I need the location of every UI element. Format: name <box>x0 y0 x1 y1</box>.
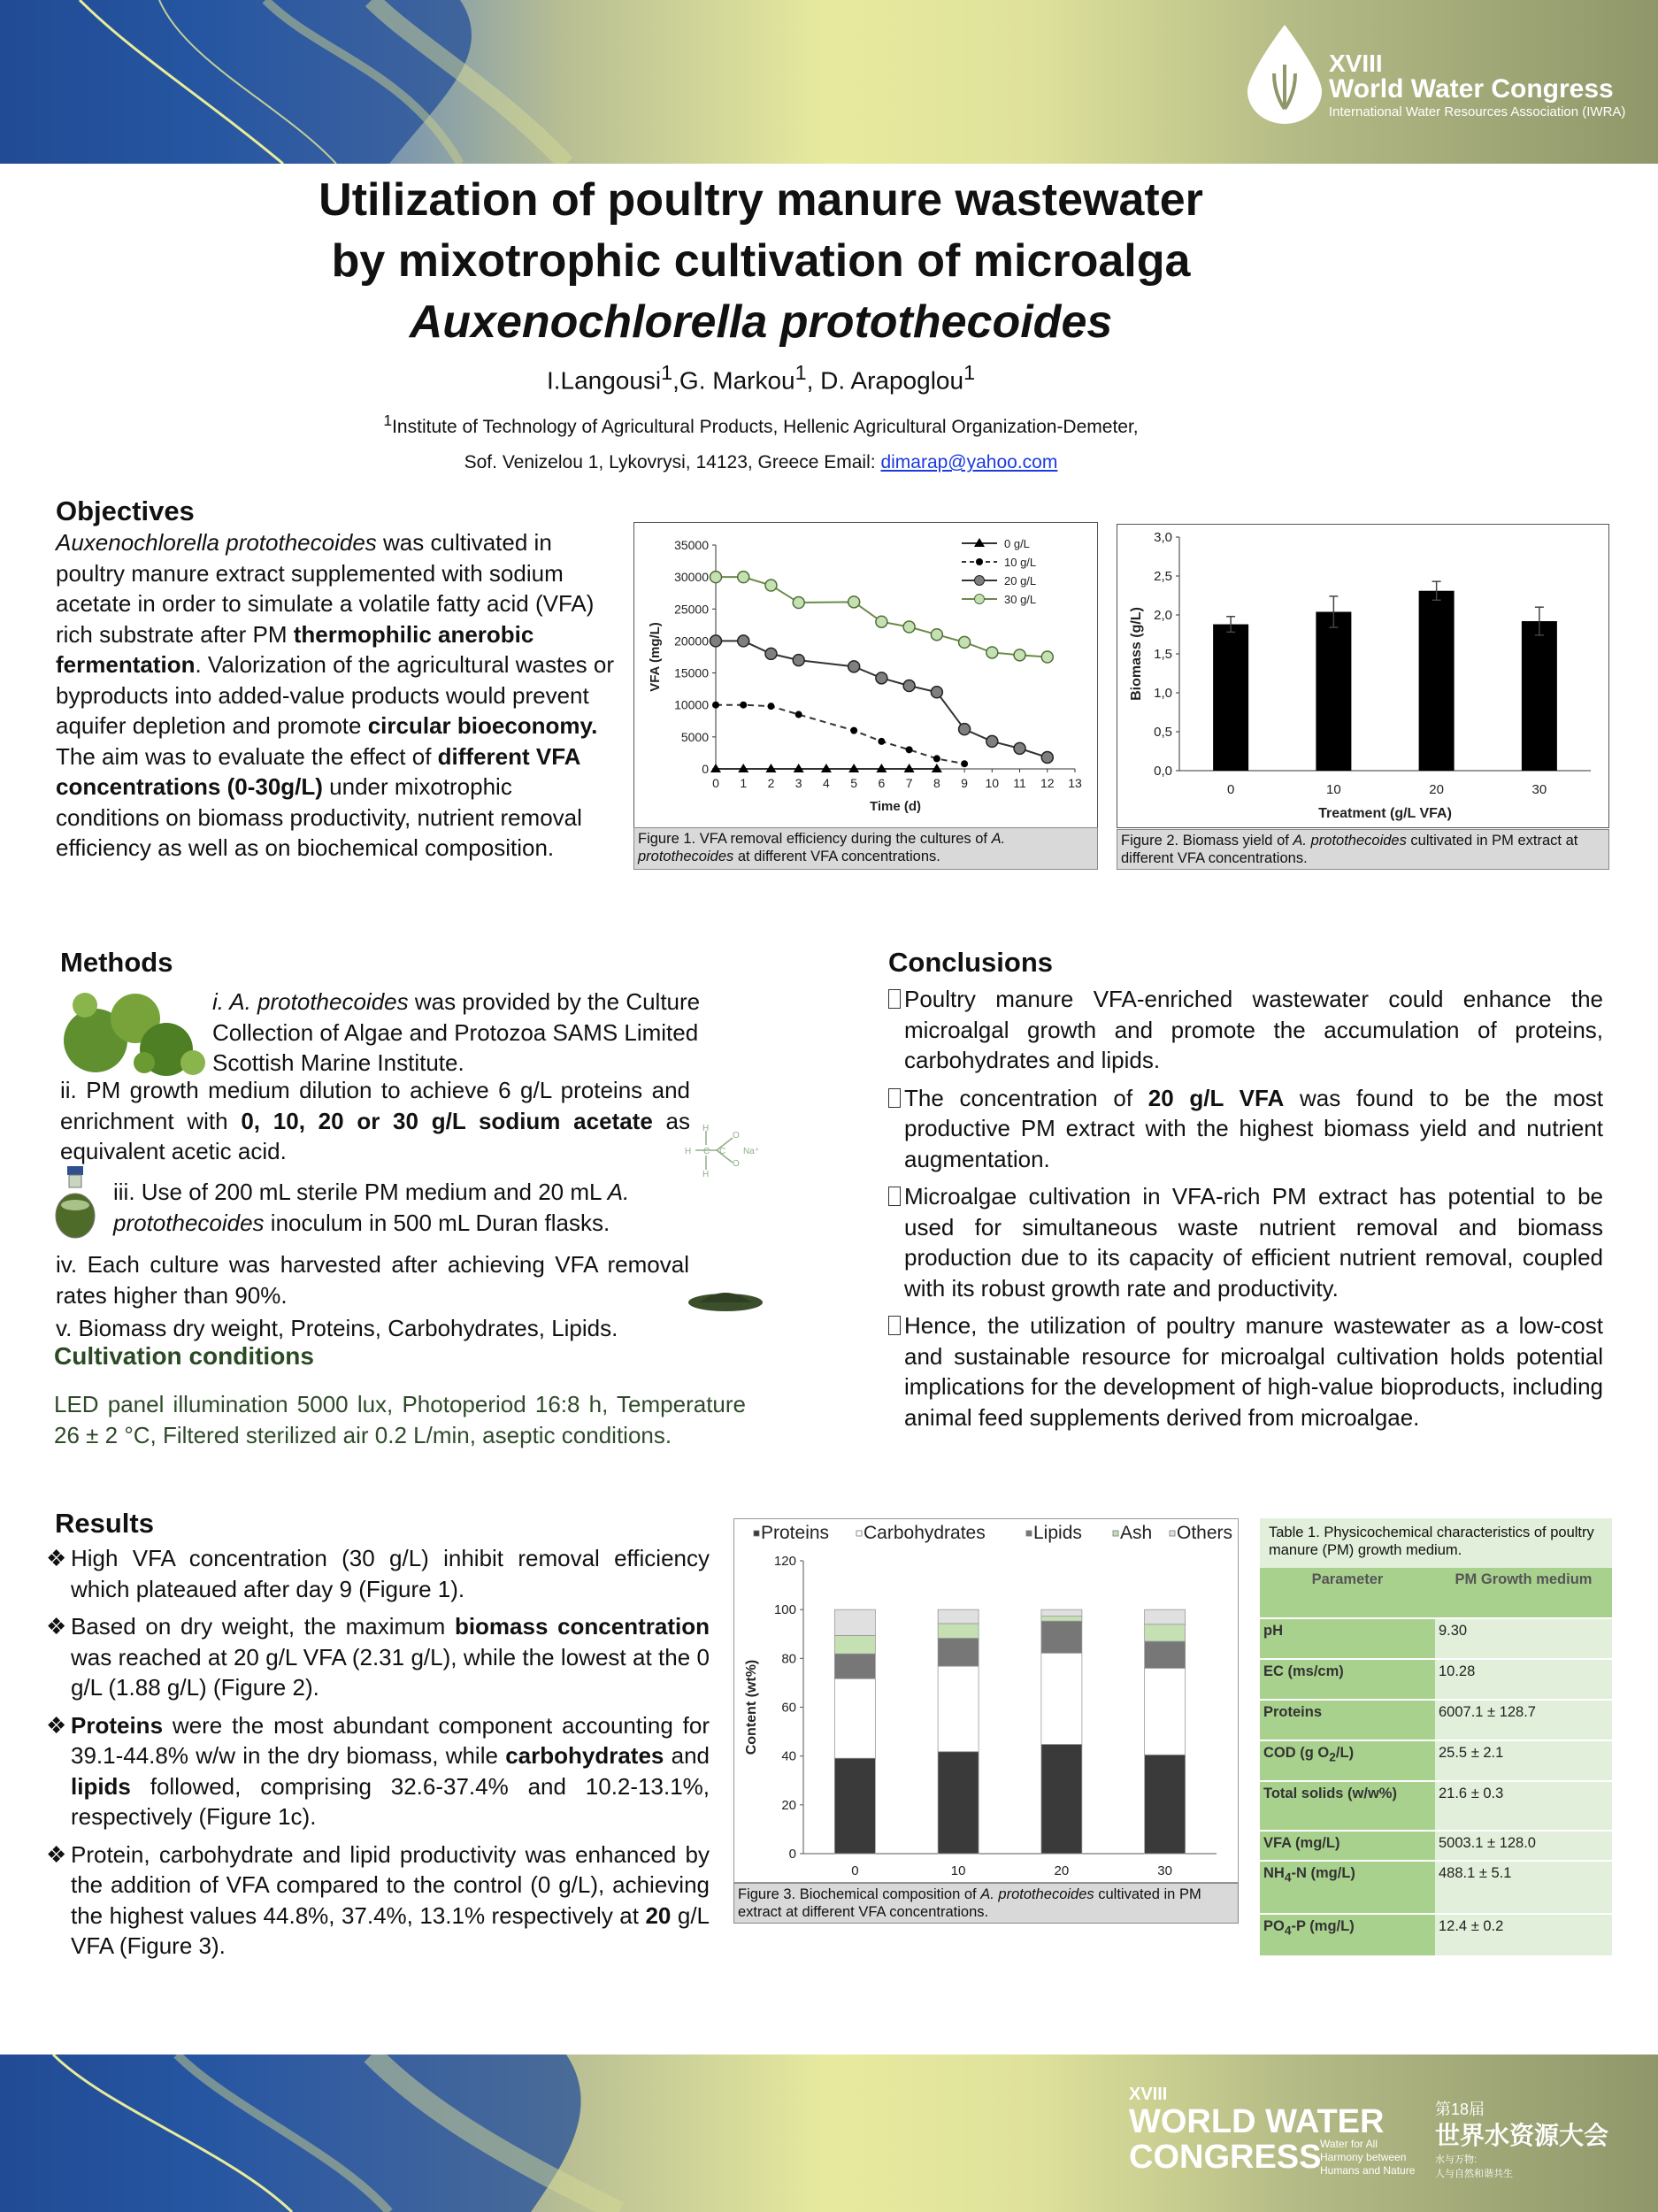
data-point-circle <box>793 655 804 666</box>
stacked-segment-proteins <box>938 1752 979 1854</box>
data-point-dot <box>795 711 802 718</box>
legend-label-2: 20 g/L <box>1004 574 1037 588</box>
results-heading: Results <box>55 1508 154 1539</box>
stacked-segment-proteins <box>834 1758 875 1854</box>
table-cell-param <box>1260 1861 1435 1914</box>
result-4-b: 20 <box>645 1901 672 1929</box>
affiliation <box>177 403 1345 480</box>
data-point-circle <box>931 687 942 698</box>
data-point-dot <box>740 702 747 709</box>
footer-wave-graphic <box>0 2055 1658 2212</box>
congress-name: World Water Congress <box>1329 74 1614 104</box>
y-tick-label: 80 <box>781 1651 796 1667</box>
cod-label-sub: 2 <box>1329 1750 1336 1764</box>
legend-label-4: Others <box>1177 1523 1233 1543</box>
methods-iii-i: A. protothecoides <box>113 1179 630 1236</box>
table-cell-param: pH <box>1260 1618 1435 1659</box>
conclusions-heading: Conclusions <box>888 947 1054 978</box>
x-axis-label: Time (d) <box>869 799 922 814</box>
x-tick-label: 4 <box>823 776 830 790</box>
fig2-cap-a: Figure 2. Biomass yield of <box>1121 833 1293 849</box>
result-3-c: carbohydrates <box>505 1742 664 1769</box>
result-3-b: were the most abundant component accounting for 39.1-44.8% w/w in the dry biomass, while <box>71 1711 710 1769</box>
stacked-segment-proteins <box>1145 1755 1186 1854</box>
legend-swatch-0 <box>754 1531 759 1536</box>
x-axis-label: Treatment (g/L VFA) <box>1318 806 1452 821</box>
title-line-3: Auxenochlorella protothecoides <box>409 296 1113 348</box>
congress-logo-icon <box>1247 25 1322 124</box>
methods-v-text: v. Biomass dry weight, Proteins, Carbohydrates, Lipids. <box>56 1315 618 1341</box>
x-tick-label: 1 <box>740 776 748 790</box>
methods-heading: Methods <box>60 947 173 978</box>
table-row <box>1260 1861 1612 1914</box>
table-cell-value: 5003.1 ± 128.0 <box>1435 1831 1612 1861</box>
table-cell-value: 25.5 ± 2.1 <box>1435 1740 1612 1781</box>
table-cell-param: VFA (mg/L) <box>1260 1831 1435 1861</box>
svg-text:H: H <box>685 1147 692 1156</box>
x-tick-label: 10 <box>1326 782 1341 797</box>
stacked-segment-lipids <box>1041 1621 1082 1653</box>
result-2-b: biomass concentration <box>454 1613 710 1640</box>
legend-label-3: 30 g/L <box>1004 593 1037 606</box>
stacked-segment-ash <box>1041 1617 1082 1622</box>
table-cell-param: Total solids (w/w%) <box>1260 1781 1435 1831</box>
data-point-circle <box>876 672 887 684</box>
diamond-bullet-icon: ❖ <box>46 1545 67 1571</box>
x-tick-label: 6 <box>878 776 886 790</box>
email-link[interactable]: dimarap@yahoo.com <box>880 452 1058 472</box>
footer-band <box>0 2055 1658 2212</box>
y-tick-label: 0 <box>702 762 709 776</box>
legend-marker-2 <box>975 576 985 586</box>
methods-i-prefix: i. <box>212 988 230 1015</box>
data-point-dot <box>850 727 857 734</box>
figure-2-caption <box>1117 829 1609 870</box>
svg-text:C: C <box>719 1147 726 1156</box>
y-axis-label: Biomass (g/L) <box>1129 607 1144 701</box>
legend-swatch-4 <box>1170 1531 1175 1536</box>
table-row <box>1260 1700 1612 1740</box>
methods-ii-c: as equivalent acetic acid. <box>60 1107 690 1164</box>
result-3-a: Proteins <box>71 1711 164 1739</box>
conclusion-item <box>888 1083 1603 1175</box>
author-2-sup: 1 <box>794 361 807 384</box>
svg-text:H: H <box>702 1124 710 1133</box>
objectives-b2: circular bioeconomy. <box>367 712 598 739</box>
x-tick-label: 7 <box>905 776 913 790</box>
y-tick-label: 1,5 <box>1154 647 1172 662</box>
result-item <box>46 1543 710 1604</box>
methods-item-ii <box>60 1075 690 1167</box>
x-tick-label: 30 <box>1531 782 1547 797</box>
y-tick-label: 20 <box>781 1797 796 1813</box>
y-tick-label: 0 <box>788 1847 796 1862</box>
footer-tagline <box>1320 2138 1415 2177</box>
figure-1 <box>633 522 1098 828</box>
methods-item-iii <box>113 1177 697 1238</box>
stacked-segment-lipids <box>834 1654 875 1678</box>
sodium-acetate-molecule <box>681 1124 770 1177</box>
footer-tag-3: Humans and Nature <box>1320 2164 1416 2177</box>
stacked-segment-others <box>1145 1609 1186 1624</box>
legend-swatch-2 <box>1026 1531 1032 1536</box>
flask-image <box>55 1166 96 1239</box>
fig3-cap-i: A. protothecoides <box>980 1886 1094 1902</box>
author-3-sup: 1 <box>963 361 976 384</box>
footer-name-1: WORLD WATER <box>1129 2103 1385 2140</box>
footer-number: XVIII <box>1129 2085 1168 2104</box>
stacked-segment-proteins <box>1041 1744 1082 1854</box>
conclusion-2-b: 20 g/L VFA <box>1148 1084 1285 1111</box>
legend-label-0: Proteins <box>761 1523 830 1543</box>
table-cell-value: 21.6 ± 0.3 <box>1435 1781 1612 1831</box>
diamond-bullet-icon: ❖ <box>46 1613 67 1640</box>
algae-image <box>60 987 206 1076</box>
figure-3-caption <box>733 1883 1239 1924</box>
y-tick-label: 2,0 <box>1154 608 1172 623</box>
svg-text:C: C <box>703 1147 710 1156</box>
table-1-caption: Table 1. Physicochemical characteristics of poultry manure (PM) growth medium. <box>1260 1518 1612 1568</box>
objectives-t2: . Valorization of the agricultural wastes or byproducts into added-value products would prevent aquifer depletion and promote <box>56 651 614 739</box>
nh4-label-sub: 4 <box>1284 1870 1292 1885</box>
data-point-dot <box>933 755 940 762</box>
composition-stacked-bar-chart <box>734 1519 1238 1882</box>
table-cell-param <box>1260 1740 1435 1781</box>
objectives-t3: The aim was to evaluate the effect of <box>56 742 438 770</box>
x-tick-label: 20 <box>1429 782 1444 797</box>
x-tick-label: 13 <box>1068 776 1082 790</box>
legend-marker-3 <box>975 595 985 604</box>
y-tick-label: 40 <box>781 1748 796 1764</box>
series-line-1 <box>716 705 964 764</box>
results-section <box>46 1508 710 1969</box>
x-tick-label: 11 <box>1013 776 1026 790</box>
table-col-parameter: Parameter <box>1260 1568 1435 1618</box>
objectives-species: Auxenochlorella protothecoides <box>56 529 377 556</box>
result-3-e: lipids <box>71 1772 131 1800</box>
data-point-circle <box>710 635 722 647</box>
methods-ii-b: 0, 10, 20 or 30 g/L sodium acetate <box>241 1107 653 1134</box>
y-tick-label: 5000 <box>680 729 709 744</box>
methods-item-i <box>212 987 754 1079</box>
y-tick-label: 25000 <box>674 602 709 617</box>
data-point-circle <box>986 735 998 747</box>
x-tick-label: 30 <box>1157 1863 1172 1878</box>
table-cell-value: 12.4 ± 0.2 <box>1435 1914 1612 1956</box>
data-point-green-circle <box>959 636 971 648</box>
cod-label-b: /L) <box>1335 1745 1355 1761</box>
result-1-text: High VFA concentration (30 g/L) inhibit removal efficiency which plateaued after day 9 (Figure 1). <box>71 1545 710 1602</box>
cultivation-heading: Cultivation conditions <box>54 1342 314 1370</box>
stacked-segment-carbohydrates <box>938 1666 979 1752</box>
stacked-segment-ash <box>938 1624 979 1639</box>
data-point-dot <box>961 760 968 767</box>
fig1-cap-b: at different VFA concentrations. <box>733 849 940 864</box>
legend-label-3: Ash <box>1120 1523 1153 1543</box>
data-point-circle <box>765 648 777 659</box>
legend-swatch-3 <box>1113 1531 1118 1536</box>
objectives-b1: thermophilic anerobic fermentation <box>56 620 534 678</box>
conclusions-list <box>888 984 1603 1432</box>
table-cell-param: Proteins <box>1260 1700 1435 1740</box>
x-tick-label: 10 <box>950 1863 966 1878</box>
table-header-row <box>1260 1568 1612 1618</box>
diamond-bullet-icon: ❖ <box>46 1711 67 1739</box>
data-point-green-circle <box>710 572 722 583</box>
square-bullet-icon <box>888 989 901 1009</box>
table-cell-value: 10.28 <box>1435 1659 1612 1700</box>
legend-label-0: 0 g/L <box>1004 537 1030 550</box>
data-point-green-circle <box>931 629 942 641</box>
author-list: I.Langousi$^1$,G. Markou$^1$, D. Arapoglou$^1$ <box>546 361 976 395</box>
stacked-segment-ash <box>1145 1624 1186 1641</box>
legend-label-1: Carbohydrates <box>864 1523 986 1543</box>
stacked-segment-others <box>834 1609 875 1635</box>
molecule-na-label: Na⁺ <box>743 1147 760 1156</box>
affil-line-2: Sof. Venizelou 1, Lykovrysi, 14123, Greece Email: <box>464 452 881 472</box>
table-row <box>1260 1740 1612 1781</box>
fig3-cap-b: cultivated in PM extract at different VFA concentrations. <box>738 1886 1201 1920</box>
y-tick-label: 30000 <box>674 570 709 585</box>
conclusion-2-a: The concentration of <box>904 1084 1148 1111</box>
x-tick-label: 0 <box>1226 782 1235 797</box>
association-name: International Water Resources Association (IWRA) <box>1329 104 1626 119</box>
data-point-green-circle <box>876 616 887 627</box>
legend-swatch-1 <box>856 1531 862 1536</box>
x-tick-label: 2 <box>767 776 775 790</box>
result-item <box>46 1710 710 1832</box>
methods-iv-text: iv. Each culture was harvested after achieving VFA removal rates higher than 90%. <box>56 1251 689 1309</box>
svg-text:H: H <box>702 1170 710 1177</box>
fig2-cap-b: cultivated in PM extract at different VFA concentrations. <box>1121 833 1578 866</box>
po4-label-a: PO <box>1263 1918 1285 1934</box>
author-3: D. Arapoglou <box>820 366 964 395</box>
methods-i-species: A. protothecoides <box>229 988 409 1015</box>
y-tick-label: 10000 <box>674 697 709 712</box>
bar <box>1213 625 1248 771</box>
table-cell-param: EC (ms/cm) <box>1260 1659 1435 1700</box>
congress-number: XVIII <box>1329 50 1383 77</box>
conclusion-3-text: Microalgae cultivation in VFA-rich PM extract has potential to be used for simultaneous waste nutrient removal and biomass production due to its capacity of efficient nutrient removal, coupled with its robust growth rate and productivity. <box>904 1183 1603 1302</box>
svg-text:O: O <box>733 1131 740 1141</box>
y-axis-label: Content (wt%) <box>744 1659 759 1755</box>
objectives-section <box>56 495 622 864</box>
bar <box>1419 591 1455 771</box>
stacked-segment-others <box>938 1609 979 1624</box>
table-cell-value: 9.30 <box>1435 1618 1612 1659</box>
methods-ii-a: ii. PM growth medium dilution to achieve 6 g/L proteins and enrichment with <box>60 1077 690 1134</box>
table-row <box>1260 1659 1612 1700</box>
stacked-segment-lipids <box>938 1638 979 1666</box>
footer-cn-4: 人与自然和谐共生 <box>1435 2169 1513 2179</box>
methods-iii-a: iii. Use of 200 mL sterile PM medium and 20 mL <box>113 1179 608 1205</box>
footer-tag-2: Harmony between <box>1320 2151 1407 2163</box>
methods-section <box>56 947 755 979</box>
methods-iii-b: inoculum in 500 mL Duran flasks. <box>264 1209 610 1236</box>
header-band <box>0 0 1658 164</box>
data-point-dot <box>767 703 774 710</box>
methods-item-v <box>56 1313 764 1344</box>
methods-i-text: was provided by the Culture Collection of Algae and Protozoa SAMS Limited Scottish Marine Institute. <box>212 988 701 1076</box>
fig2-cap-i: A. protothecoides <box>1293 833 1407 849</box>
cod-label-a: COD (g O <box>1263 1745 1330 1761</box>
table-row <box>1260 1781 1612 1831</box>
data-point-green-circle <box>793 597 804 609</box>
x-tick-label: 10 <box>985 776 1000 790</box>
data-point-green-circle <box>848 596 860 608</box>
biomass-bar-chart <box>1117 525 1608 826</box>
y-axis-label: VFA (mg/L) <box>648 622 663 692</box>
result-3-d: and <box>664 1742 710 1769</box>
objectives-text <box>56 527 622 864</box>
affil-line-1: Institute of Technology of Agricultural Products, Hellenic Agricultural Organization-Demeter, <box>392 417 1139 437</box>
conclusion-2-c: was found to be the most productive PM extract with the highest biomass yield and nutrient augmentation. <box>904 1084 1604 1172</box>
po4-label-b: -P (mg/L) <box>1291 1918 1355 1934</box>
footer-cn-2: 世界水资源大会 <box>1435 2122 1609 2149</box>
objectives-heading: Objectives <box>56 495 195 526</box>
po4-label-sub: 4 <box>1284 1924 1292 1938</box>
poster-title <box>177 170 1345 353</box>
stacked-segment-lipids <box>1145 1641 1186 1668</box>
x-tick-label: 8 <box>933 776 940 790</box>
author-1: I.Langousi <box>546 366 662 395</box>
y-tick-label: 35000 <box>674 538 709 552</box>
diamond-bullet-icon: ❖ <box>46 1840 67 1868</box>
y-tick-label: 100 <box>773 1602 796 1618</box>
data-point-green-circle <box>1041 651 1053 663</box>
y-tick-label: 2,5 <box>1154 569 1172 584</box>
result-4-a: Protein, carbohydrate and lipid productivity was enhanced by the addition of VFA compared to the control (0 g/L), achieving the highest values 44.8%, 37.4%, 13.1% respectively at <box>71 1840 710 1929</box>
fig3-cap-a: Figure 3. Biochemical composition of <box>738 1886 981 1902</box>
data-point-circle <box>848 661 860 672</box>
author-1-sup: 1 <box>661 361 673 384</box>
figure-3 <box>733 1518 1239 1883</box>
conclusion-1-text: Poultry manure VFA-enriched wastewater could enhance the microalgal growth and promote the accumulation of proteins, carbohydrates and lipids. <box>904 986 1603 1073</box>
results-list <box>46 1543 710 1962</box>
author-2: G. Markou <box>679 366 795 395</box>
footer-cn-3: 水与万物: <box>1435 2154 1478 2165</box>
data-point-circle <box>1041 751 1053 763</box>
footer-cn-1: 第18届 <box>1435 2101 1485 2118</box>
x-tick-label: 12 <box>1040 776 1055 790</box>
data-point-green-circle <box>1014 649 1025 661</box>
nh4-label-a: NH <box>1263 1865 1285 1881</box>
table-col-value: PM Growth medium <box>1435 1568 1612 1618</box>
cultivation-text: LED panel illumination 5000 lux, Photoperiod 16:8 h, Temperature 26 ± 2 °C, Filtered sterilized air 0.2 L/min, aseptic conditions. <box>54 1391 746 1448</box>
figure-1-caption <box>633 827 1098 870</box>
table-1 <box>1260 1518 1612 1957</box>
y-tick-label: 1,0 <box>1154 686 1172 701</box>
data-point-green-circle <box>903 621 915 633</box>
conclusion-item <box>888 1181 1603 1303</box>
square-bullet-icon <box>888 1187 901 1206</box>
objectives-t4: under mixotrophic conditions on biomass productivity, nutrient removal efficiency as well as on biochemical composition. <box>56 773 582 861</box>
stacked-segment-carbohydrates <box>1041 1653 1082 1744</box>
square-bullet-icon <box>888 1316 901 1335</box>
conclusion-item <box>888 1310 1603 1432</box>
conclusion-item <box>888 984 1603 1076</box>
y-tick-label: 20000 <box>674 634 709 649</box>
legend-label-1: 10 g/L <box>1004 556 1037 569</box>
bar <box>1522 621 1557 771</box>
y-tick-label: 120 <box>773 1554 796 1569</box>
affil-sup: 1 <box>383 411 393 429</box>
square-bullet-icon <box>888 1088 901 1108</box>
y-tick-label: 0,0 <box>1154 764 1172 779</box>
table-cell-value: 6007.1 ± 128.7 <box>1435 1700 1612 1740</box>
title-line-2: by mixotrophic cultivation of microalga <box>331 235 1191 287</box>
biomass-powder-image <box>686 1283 765 1314</box>
vfa-line-chart <box>634 523 1096 826</box>
stacked-segment-carbohydrates <box>1145 1668 1186 1755</box>
svg-text:O: O <box>733 1159 740 1169</box>
table-row <box>1260 1618 1612 1659</box>
methods-item-iv <box>56 1249 689 1310</box>
conclusions-section <box>888 947 1603 1440</box>
footer-tag-1: Water for All <box>1320 2138 1378 2150</box>
data-point-dot <box>712 702 719 709</box>
result-2-c: was reached at 20 g/L VFA (2.31 g/L), while the lowest at the 0 g/L (1.88 g/L) (Figure 2). <box>71 1643 710 1701</box>
data-point-green-circle <box>986 647 998 658</box>
result-item <box>46 1611 710 1703</box>
title-line-1: Utilization of poultry manure wastewater <box>319 174 1203 226</box>
data-point-circle <box>903 680 915 692</box>
x-tick-label: 5 <box>850 776 858 790</box>
table-cell-param <box>1260 1914 1435 1956</box>
data-point-green-circle <box>738 572 749 583</box>
x-tick-label: 0 <box>712 776 719 790</box>
fig1-cap-a: Figure 1. VFA removal efficiency during the cultures of <box>638 831 992 847</box>
physicochemical-table <box>1260 1568 1612 1957</box>
data-point-circle <box>1014 742 1025 754</box>
result-item <box>46 1839 710 1962</box>
data-point-circle <box>738 635 749 647</box>
result-4-c: g/L VFA (Figure 3). <box>71 1901 710 1959</box>
x-tick-label: 9 <box>961 776 968 790</box>
stacked-segment-others <box>1041 1609 1082 1616</box>
fig1-cap-i: A. protothecoides <box>638 831 1006 864</box>
y-tick-label: 3,0 <box>1154 530 1172 545</box>
result-3-f: followed, comprising 32.6-37.4% and 10.2-13.1%, respectively (Figure 1c). <box>71 1772 710 1830</box>
y-tick-label: 15000 <box>674 665 709 680</box>
stacked-segment-carbohydrates <box>834 1678 875 1758</box>
table-cell-value: 488.1 ± 5.1 <box>1435 1861 1612 1914</box>
data-point-dot <box>878 738 885 745</box>
data-point-green-circle <box>765 580 777 591</box>
result-2-a: Based on dry weight, the maximum <box>71 1613 455 1640</box>
y-tick-label: 0,5 <box>1154 725 1172 740</box>
legend-marker-1 <box>976 558 983 565</box>
objectives-b3: different VFA concentrations (0-30g/L) <box>56 742 580 800</box>
bar <box>1316 611 1351 771</box>
legend-label-2: Lipids <box>1033 1523 1082 1543</box>
conclusion-4-text: Hence, the utilization of poultry manure wastewater as a low-cost and sustainable resource for microalgal cultivation holds potential implications for the development of high-value bioproducts, including animal feed supplements derived from microalgae. <box>904 1312 1603 1431</box>
table-row <box>1260 1831 1612 1861</box>
nh4-label-b: -N (mg/L) <box>1291 1865 1355 1881</box>
y-tick-label: 60 <box>781 1700 796 1716</box>
data-point-circle <box>959 724 971 735</box>
table-row <box>1260 1914 1612 1956</box>
stacked-segment-ash <box>834 1635 875 1654</box>
footer-name-2: CONGRESS <box>1129 2139 1322 2176</box>
data-point-dot <box>906 746 913 753</box>
x-tick-label: 0 <box>851 1863 859 1878</box>
x-tick-label: 20 <box>1054 1863 1070 1878</box>
x-tick-label: 3 <box>794 776 802 790</box>
figure-2 <box>1117 524 1609 828</box>
objectives-t1: was cultivated in poultry manure extract supplemented with sodium acetate in order to simulate a volatile fatty acid (VFA) rich substrate after PM <box>56 529 595 648</box>
